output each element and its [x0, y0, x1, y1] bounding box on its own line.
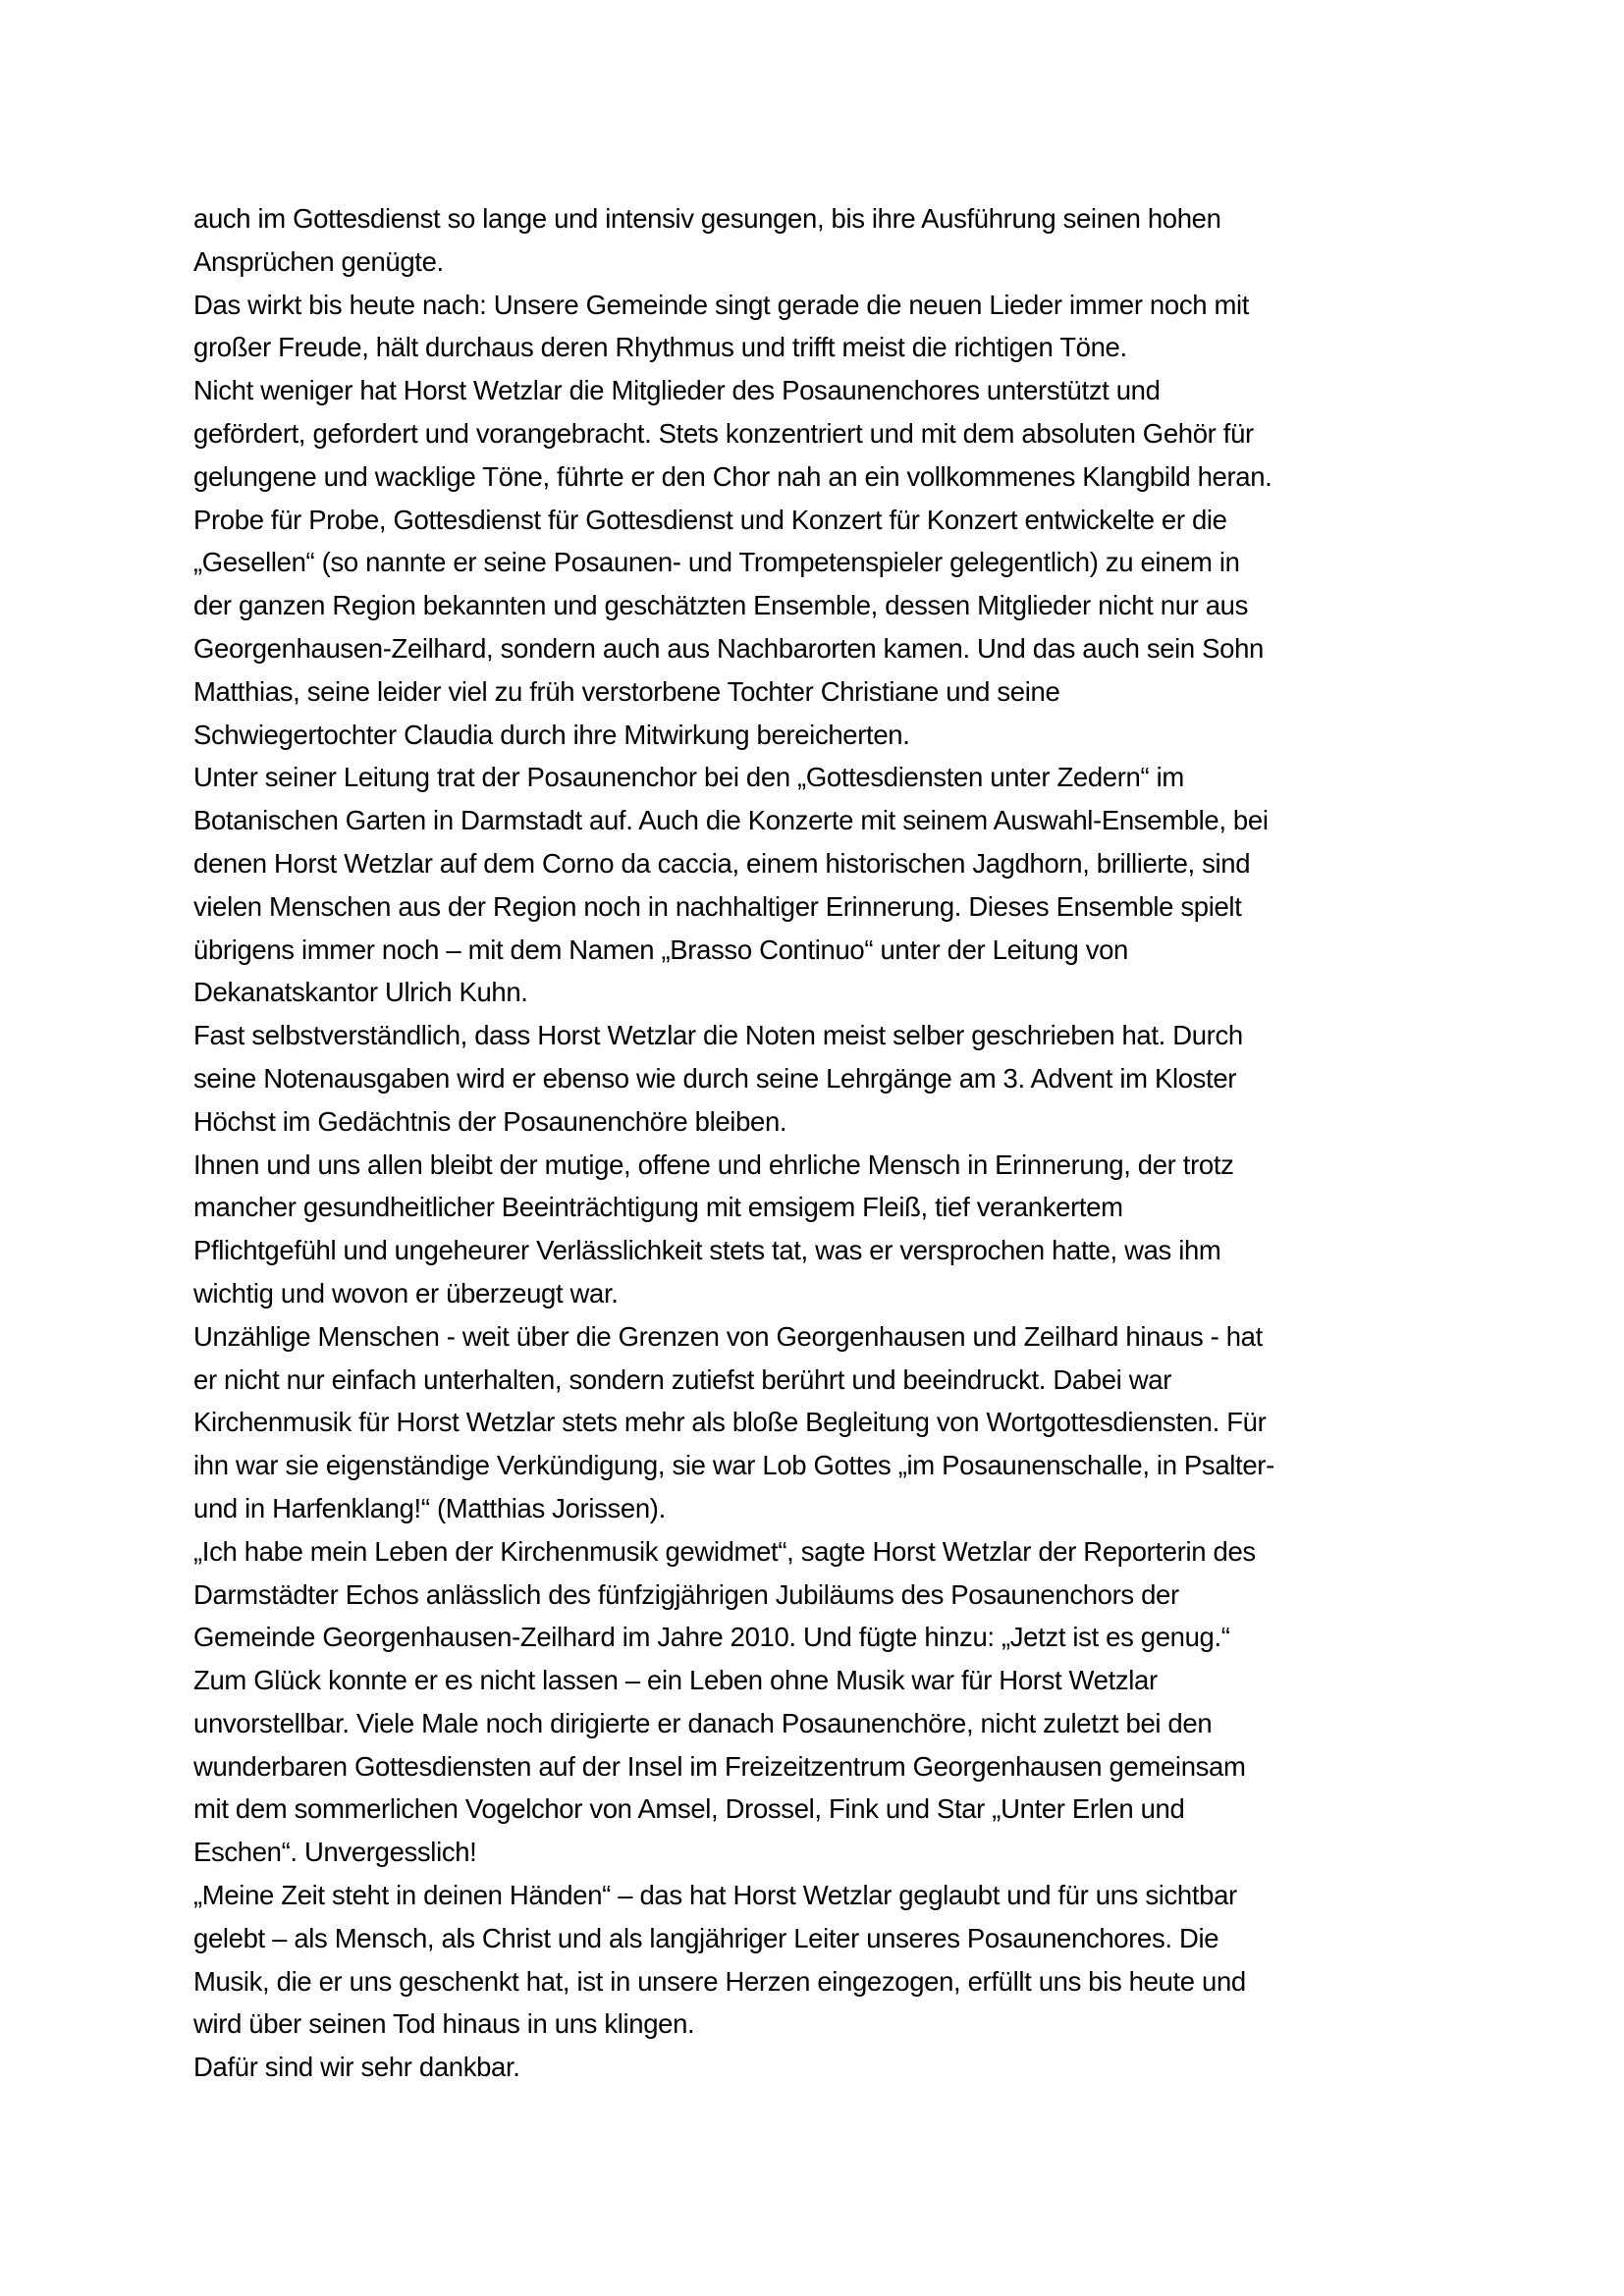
- text-line: gelebt – als Mensch, als Christ und als langjähriger Leiter unseres Posaunenchores. Die: [193, 1922, 1219, 1953]
- text-line: wichtig und wovon er überzeugt war.: [193, 1277, 619, 1308]
- text-line: und in Harfenklang!“ (Matthias Jorissen).: [193, 1492, 666, 1523]
- text-line: Pflichtgefühl und ungeheurer Verlässlichkeit stets tat, was er versprochen hatte, was ihm: [193, 1235, 1221, 1266]
- text-line: vielen Menschen aus der Region noch in nachhaltiger Erinnerung. Dieses Ensemble spielt: [193, 890, 1242, 922]
- text-line: wird über seinen Tod hinaus in uns klingen.: [193, 2008, 695, 2040]
- text-line: wunderbaren Gottesdiensten auf der Insel im Freizeitzentrum Georgenhausen gemeinsam: [193, 1750, 1246, 1782]
- text-line: Ansprüchen genügte.: [193, 245, 444, 277]
- text-line: Zum Glück konnte er es nicht lassen – ein Leben ohne Musik war für Horst Wetzlar: [193, 1665, 1158, 1696]
- text-line: Unter seiner Leitung trat der Posaunenchor bei den „Gottesdiensten unter Zedern“ im: [193, 762, 1184, 793]
- text-line: großer Freude, hält durchaus deren Rhythmus und trifft meist die richtigen Töne.: [193, 332, 1127, 363]
- text-line: Georgenhausen-Zeilhard, sondern auch aus Nachbarorten kamen. Und das auch sein Sohn: [193, 632, 1264, 664]
- text-line: Ihnen und uns allen bleibt der mutige, offene und ehrliche Mensch in Erinnerung, der trotz: [193, 1148, 1234, 1180]
- text-line: Das wirkt bis heute nach: Unsere Gemeinde singt gerade die neuen Lieder immer noch mit: [193, 289, 1250, 320]
- text-line: Gemeinde Georgenhausen-Zeilhard im Jahre 2010. Und fügte hinzu: „Jetzt ist es genug.“: [193, 1622, 1230, 1653]
- text-line: gefördert, gefordert und vorangebracht. Stets konzentriert und mit dem absoluten Gehör für: [193, 417, 1254, 449]
- text-line: Botanischen Garten in Darmstadt auf. Auch die Konzerte mit seinem Auswahl-Ensemble, bei: [193, 805, 1269, 836]
- text-line: „Gesellen“ (so nannte er seine Posaunen- und Trompetenspieler gelegentlich) zu einem in: [193, 547, 1240, 578]
- text-line: auch im Gottesdienst so lange und intensiv gesungen, bis ihre Ausführung seinen hohen: [193, 203, 1221, 234]
- document-text: [193, 197, 1460, 2089]
- text-line: der ganzen Region bekannten und geschätzten Ensemble, dessen Mitglieder nicht nur aus: [193, 590, 1249, 621]
- text-line: Musik, die er uns geschenkt hat, ist in unsere Herzen eingezogen, erfüllt uns bis heute und: [193, 1965, 1246, 1997]
- text-line: Dekanatskantor Ulrich Kuhn.: [193, 977, 528, 1008]
- text-line: Höchst im Gedächtnis der Posaunenchöre bleiben.: [193, 1105, 787, 1137]
- text-line: Nicht weniger hat Horst Wetzlar die Mitglieder des Posaunenchores unterstützt und: [193, 375, 1161, 406]
- text-line: mit dem sommerlichen Vogelchor von Amsel, Drossel, Fink und Star „Unter Erlen und: [193, 1793, 1185, 1825]
- text-line: „Ich habe mein Leben der Kirchenmusik gewidmet“, sagte Horst Wetzlar der Reporterin des: [193, 1535, 1256, 1567]
- text-line: Matthias, seine leider viel zu früh verstorbene Tochter Christiane und seine: [193, 675, 1060, 707]
- text-line: Darmstädter Echos anlässlich des fünfzigjährigen Jubiläums des Posaunenchors der: [193, 1578, 1179, 1610]
- text-line: unvorstellbar. Viele Male noch dirigierte er danach Posaunenchöre, nicht zuletzt bei den: [193, 1707, 1213, 1738]
- text-line: denen Horst Wetzlar auf dem Corno da caccia, einem historischen Jagdhorn, brillierte, sind: [193, 847, 1251, 879]
- text-line: übrigens immer noch – mit dem Namen „Brasso Continuo“ unter der Leitung von: [193, 934, 1129, 965]
- text-line: „Meine Zeit steht in deinen Händen“ – das hat Horst Wetzlar geglaubt und für uns sichtbar: [193, 1880, 1237, 1911]
- text-line: seine Notenausgaben wird er ebenso wie durch seine Lehrgänge am 3. Advent im Kloster: [193, 1062, 1237, 1094]
- text-line: er nicht nur einfach unterhalten, sondern zutiefst berührt und beeindruckt. Dabei war: [193, 1363, 1171, 1395]
- text-line: Probe für Probe, Gottesdienst für Gottesdienst und Konzert für Konzert entwickelte er die: [193, 504, 1227, 535]
- text-line: Schwiegertochter Claudia durch ihre Mitwirkung bereicherten.: [193, 719, 910, 750]
- text-line: Fast selbstverständlich, dass Horst Wetzlar die Noten meist selber geschrieben hat. Durch: [193, 1020, 1243, 1051]
- text-line: ihn war sie eigenständige Verkündigung, sie war Lob Gottes „im Posaunenschalle, in Psalter-: [193, 1450, 1274, 1481]
- text-line: mancher gesundheitlicher Beeinträchtigung mit emsigem Fleiß, tief verankertem: [193, 1192, 1123, 1223]
- text-line: Eschen“. Unvergesslich!: [193, 1837, 477, 1868]
- text-line: Unzählige Menschen - weit über die Grenzen von Georgenhausen und Zeilhard hinaus - hat: [193, 1320, 1263, 1352]
- text-line: gelungene und wacklige Töne, führte er den Chor nah an ein vollkommenes Klangbild heran.: [193, 460, 1272, 492]
- text-line: Kirchenmusik für Horst Wetzlar stets mehr als bloße Begleitung von Wortgottesdiensten. Für: [193, 1407, 1267, 1438]
- text-line: Dafür sind wir sehr dankbar.: [193, 2052, 520, 2083]
